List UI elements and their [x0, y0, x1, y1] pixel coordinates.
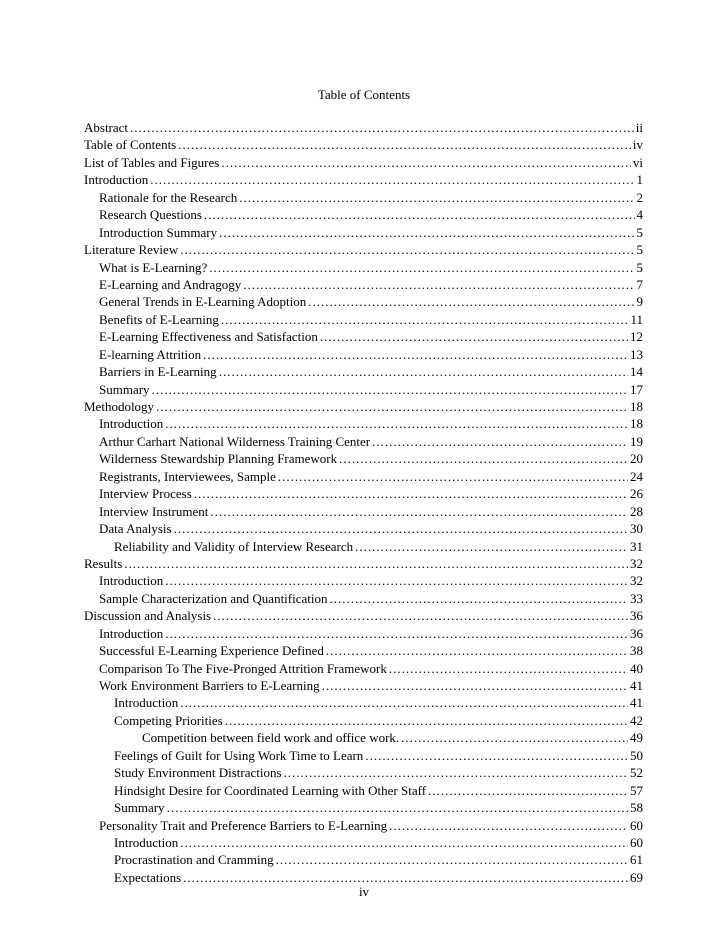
- toc-entry: [84, 660, 643, 677]
- toc-entry-label: Competing Priorities: [114, 712, 223, 728]
- toc-entry-label: Introduction: [99, 625, 164, 641]
- toc-entry: [84, 590, 643, 607]
- toc-entry-label: Interview Process: [99, 486, 192, 502]
- toc-dot-leader: [152, 381, 628, 398]
- toc-entry-page: vi: [632, 154, 643, 170]
- toc-entry: [84, 206, 643, 223]
- toc-dot-leader: [124, 555, 628, 572]
- toc-entry-label: Feelings of Guilt for Using Work Time to Learn: [114, 747, 364, 763]
- toc-dot-leader: [165, 625, 628, 642]
- toc-dot-leader: [150, 171, 634, 188]
- toc-entry-page: 30: [630, 521, 643, 537]
- toc-entry-label: Procrastination and Cramming: [114, 852, 274, 868]
- toc-entry: [84, 433, 643, 450]
- toc-entry-label: List of Tables and Figures: [84, 154, 220, 170]
- toc-entry-label: Introduction: [114, 834, 179, 850]
- toc-entry: [84, 764, 643, 781]
- toc-entry-label: General Trends in E-Learning Adoption: [99, 294, 307, 310]
- toc-entry-page: 61: [630, 852, 643, 868]
- toc-entry-label: Introduction: [99, 573, 164, 589]
- toc-dot-leader: [330, 590, 629, 607]
- toc-dot-leader: [326, 642, 628, 659]
- toc-entry: [84, 642, 643, 659]
- toc-dot-leader: [372, 433, 628, 450]
- toc-entry-page: 31: [630, 538, 643, 554]
- toc-entry-page: 20: [630, 451, 643, 467]
- toc-dot-leader: [156, 398, 628, 415]
- toc-dot-leader: [355, 538, 628, 555]
- toc-dot-leader: [365, 747, 628, 764]
- toc-entry-page: 33: [630, 590, 643, 606]
- toc-dot-leader: [213, 607, 628, 624]
- toc-entry-page: 60: [630, 834, 643, 850]
- toc-dot-leader: [209, 259, 634, 276]
- toc-entry-page: 4: [636, 207, 643, 223]
- toc-entry-label: Summary: [99, 381, 150, 397]
- toc-entry-page: 5: [636, 259, 643, 275]
- toc-entry: [84, 241, 643, 258]
- toc-entry-page: 18: [630, 416, 643, 432]
- toc-entry: [84, 171, 643, 188]
- toc-dot-leader: [308, 293, 634, 310]
- toc-dot-leader: [203, 346, 628, 363]
- toc-entry-label: E-Learning and Andragogy: [99, 276, 242, 292]
- toc-entry-page: 12: [630, 329, 643, 345]
- toc-entry: [84, 712, 643, 729]
- toc-dot-leader: [210, 503, 628, 520]
- toc-entry-label: Rationale for the Research: [99, 189, 238, 205]
- toc-entry-page: 49: [630, 730, 643, 746]
- toc-entry-page: 36: [630, 625, 643, 641]
- toc-dot-leader: [221, 311, 629, 328]
- toc-dot-leader: [389, 817, 628, 834]
- toc-entry: [84, 729, 643, 746]
- toc-dot-leader: [243, 276, 634, 293]
- toc-entry-page: 11: [630, 311, 643, 327]
- toc-dot-leader: [180, 241, 634, 258]
- toc-entry-page: 32: [630, 573, 643, 589]
- toc-entry-page: 38: [630, 643, 643, 659]
- toc-entry-page: 60: [630, 817, 643, 833]
- toc-entry-label: Registrants, Interviewees, Sample: [99, 468, 276, 484]
- toc-entry-label: E-Learning Effectiveness and Satisfaction: [99, 329, 318, 345]
- toc-entry-label: What is E-Learning?: [99, 259, 208, 275]
- toc-entry: [84, 293, 643, 310]
- page-title: Table of Contents: [317, 87, 411, 102]
- toc-dot-leader: [174, 520, 628, 537]
- toc-entry: [84, 381, 643, 398]
- toc-entry-page: 69: [630, 869, 643, 885]
- toc-entry: [84, 189, 643, 206]
- toc-entry-page: 5: [636, 242, 643, 258]
- toc-entry-label: Barriers in E-Learning: [99, 364, 217, 380]
- toc-entry-page: 24: [630, 468, 643, 484]
- toc-dot-leader: [276, 851, 628, 868]
- toc-entry-page: 28: [630, 503, 643, 519]
- toc-entry: [84, 119, 643, 136]
- toc-entry-page: 52: [630, 765, 643, 781]
- toc-entry-label: Comparison To The Five-Pronged Attrition Framework: [99, 660, 387, 676]
- toc-dot-leader: [401, 729, 628, 746]
- toc-dot-leader: [219, 363, 628, 380]
- toc-dot-leader: [130, 119, 634, 136]
- toc-entry-label: Summary: [114, 800, 165, 816]
- toc-entry: [84, 572, 643, 589]
- toc-entry: [84, 834, 643, 851]
- toc-entry-label: Wilderness Stewardship Planning Framework: [99, 451, 338, 467]
- toc-dot-leader: [221, 154, 631, 171]
- toc-entry: [84, 328, 643, 345]
- toc-entry-label: Introduction: [84, 172, 149, 188]
- toc-entry: [84, 485, 643, 502]
- toc-entry-page: 18: [630, 399, 643, 414]
- toc-entry: [84, 363, 643, 380]
- toc-entry-label: Methodology: [84, 399, 155, 414]
- toc-entry-page: 5: [636, 224, 643, 240]
- toc-entry-label: Discussion and Analysis: [84, 608, 212, 624]
- toc-entry-label: Reliability and Validity of Interview Research: [114, 538, 354, 554]
- toc-entry: [84, 538, 643, 555]
- toc-entry-page: 19: [630, 433, 643, 449]
- toc-entry-page: 40: [630, 660, 643, 676]
- toc-entry-label: Study Environment Distractions: [114, 765, 282, 781]
- toc-entry-label: Hindsight Desire for Coordinated Learning with Other Staff: [114, 782, 427, 798]
- toc-entry-label: Competition between field work and office work.: [142, 730, 400, 746]
- toc-entry: [84, 817, 643, 834]
- toc-entry-page: 17: [630, 381, 643, 397]
- toc-entry: [84, 799, 643, 816]
- toc-entry-label: E-learning Attrition: [99, 346, 202, 362]
- toc-dot-leader: [194, 485, 628, 502]
- toc-entry-page: 42: [630, 712, 643, 728]
- toc-entry: [84, 625, 643, 642]
- toc-entry: [84, 520, 643, 537]
- toc-entry-page: 41: [630, 678, 643, 693]
- toc-entry-page: 7: [636, 276, 643, 292]
- toc-entry-page: 9: [636, 294, 643, 310]
- toc-entry: [84, 468, 643, 485]
- toc-entry-page: 2: [636, 189, 643, 205]
- toc-entry-page: 32: [630, 555, 643, 571]
- toc-entry-page: 36: [630, 608, 643, 624]
- toc-entry-label: Interview Instrument: [99, 503, 209, 519]
- toc-entry-label: Expectations: [114, 869, 182, 885]
- toc-entry: [84, 415, 643, 432]
- page-number: iv: [358, 884, 370, 899]
- toc-dot-leader: [278, 468, 628, 485]
- toc-entry: [84, 276, 643, 293]
- toc-entry-label: Successful E-Learning Experience Defined: [99, 643, 324, 659]
- toc-entry-page: 50: [630, 747, 643, 763]
- toc-entry: [84, 154, 643, 171]
- toc-dot-leader: [389, 660, 628, 677]
- toc-dot-leader: [165, 572, 628, 589]
- toc-entry-page: 13: [630, 346, 643, 362]
- toc-entry-page: iv: [632, 137, 643, 153]
- toc-dot-leader: [322, 677, 628, 694]
- toc-entry-label: Personality Trait and Preference Barriers to E-Learning: [99, 817, 388, 833]
- toc-entry: [84, 259, 643, 276]
- toc-entry-label: Introduction Summary: [99, 224, 218, 240]
- toc-entry-page: 1: [636, 172, 643, 188]
- toc-entry-label: Arthur Carhart National Wilderness Training Center: [99, 433, 371, 449]
- toc-entry: [84, 782, 643, 799]
- toc-entry: [84, 398, 643, 415]
- toc-entry: [84, 450, 643, 467]
- toc-entry: [84, 555, 643, 572]
- toc-entry-page: 26: [630, 486, 643, 502]
- toc-dot-leader: [219, 224, 634, 241]
- toc-entry-label: Abstract: [84, 120, 129, 135]
- toc-entry-label: Sample Characterization and Quantification: [99, 590, 328, 606]
- toc-dot-leader: [320, 328, 628, 345]
- toc-dot-leader: [428, 782, 628, 799]
- toc-entry-label: Research Questions: [99, 207, 202, 223]
- toc-dot-leader: [239, 189, 634, 206]
- toc-entry-label: Work Environment Barriers to E-Learning: [99, 678, 320, 693]
- toc-entry-label: Results: [84, 555, 123, 571]
- toc-entry-label: Data Analysis: [99, 521, 172, 537]
- toc-entry-label: Table of Contents: [84, 137, 177, 153]
- toc-entry: [84, 694, 643, 711]
- toc-entry: [84, 677, 643, 694]
- toc-dot-leader: [284, 764, 628, 781]
- toc-dot-leader: [167, 799, 628, 816]
- toc-entry-label: Benefits of E-Learning: [99, 311, 219, 327]
- toc-dot-leader: [178, 136, 631, 153]
- toc-dot-leader: [225, 712, 628, 729]
- toc-entry: [84, 224, 643, 241]
- table-of-contents: [84, 119, 643, 886]
- toc-entry: [84, 311, 643, 328]
- toc-entry: [84, 607, 643, 624]
- toc-entry-label: Introduction: [114, 695, 179, 711]
- toc-entry-page: 41: [630, 695, 643, 711]
- toc-entry-page: 14: [630, 364, 643, 380]
- toc-entry: [84, 346, 643, 363]
- toc-entry-label: Literature Review: [84, 242, 179, 258]
- toc-dot-leader: [180, 694, 628, 711]
- toc-entry: [84, 747, 643, 764]
- toc-entry-label: Introduction: [99, 416, 164, 432]
- toc-entry-page: ii: [635, 120, 643, 135]
- toc-entry: [84, 503, 643, 520]
- toc-dot-leader: [339, 450, 628, 467]
- toc-entry: [84, 851, 643, 868]
- toc-dot-leader: [180, 834, 628, 851]
- toc-dot-leader: [204, 206, 635, 223]
- toc-dot-leader: [165, 415, 628, 432]
- toc-entry-page: 58: [630, 800, 643, 816]
- toc-entry: [84, 136, 643, 153]
- toc-entry-page: 57: [630, 782, 643, 798]
